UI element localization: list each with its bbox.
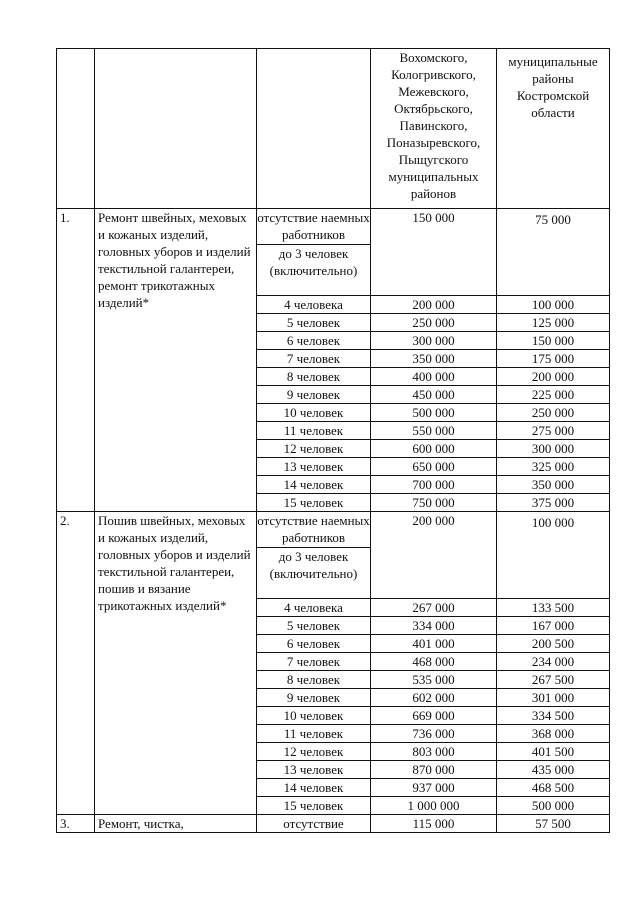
value-other-districts: 100 000 xyxy=(497,512,610,599)
tariff-table xyxy=(56,48,610,833)
value-districts-group: 300 000 xyxy=(371,332,497,350)
section-first-row xyxy=(57,512,610,599)
employees-count: 7 человек xyxy=(257,653,371,671)
employees-count: 8 человек xyxy=(257,368,371,386)
header-row xyxy=(57,49,610,209)
value-districts-group: 602 000 xyxy=(371,689,497,707)
value-districts-group: 350 000 xyxy=(371,350,497,368)
value-districts-group: 500 000 xyxy=(371,404,497,422)
employees-label xyxy=(257,209,371,296)
employees-count: 5 человек xyxy=(257,617,371,635)
value-other-districts: 250 000 xyxy=(497,404,610,422)
value-other-districts: 225 000 xyxy=(497,386,610,404)
header-districts-group: Вохомского, Кологривского, Межевского, Октябрьского, Павинского, Поназыревского, Пыщугского муниципальных районов xyxy=(371,49,497,209)
value-districts-group: 150 000 xyxy=(371,209,497,296)
employees-count: 6 человек xyxy=(257,332,371,350)
value-districts-group: 200 000 xyxy=(371,512,497,599)
value-other-districts: 75 000 xyxy=(497,209,610,296)
section-number: 2. xyxy=(57,512,95,815)
up-to-3-employees-label: до 3 человек (включительно) xyxy=(269,549,358,581)
header-empty-2 xyxy=(95,49,257,209)
value-other-districts: 301 000 xyxy=(497,689,610,707)
value-other-districts: 435 000 xyxy=(497,761,610,779)
value-other-districts: 500 000 xyxy=(497,797,610,815)
value-districts-group: 669 000 xyxy=(371,707,497,725)
section-name: Ремонт швейных, меховых и кожаных изделий, головных уборов и изделий текстильной галантереи, ремонт трикотажных изделий* xyxy=(95,209,257,512)
employees-count: 9 человек xyxy=(257,689,371,707)
employees-count: 7 человек xyxy=(257,350,371,368)
employees-count: 6 человек xyxy=(257,635,371,653)
value-districts-group: 600 000 xyxy=(371,440,497,458)
value-districts-group: 1 000 000 xyxy=(371,797,497,815)
value-districts-group: 401 000 xyxy=(371,635,497,653)
value-other-districts: 57 500 xyxy=(497,815,610,833)
value-districts-group: 450 000 xyxy=(371,386,497,404)
employees-count: 14 человек xyxy=(257,476,371,494)
employees-count: 4 человека xyxy=(257,599,371,617)
employees-count: 11 человек xyxy=(257,422,371,440)
employees-count: 15 человек xyxy=(257,494,371,512)
value-districts-group: 650 000 xyxy=(371,458,497,476)
value-other-districts: 175 000 xyxy=(497,350,610,368)
value-districts-group: 736 000 xyxy=(371,725,497,743)
value-other-districts: 133 500 xyxy=(497,599,610,617)
value-other-districts: 125 000 xyxy=(497,314,610,332)
employees-count: 14 человек xyxy=(257,779,371,797)
section-name: Пошив швейных, меховых и кожаных изделий, головных уборов и изделий текстильной галантереи, пошив и вязание трикотажных изделий* xyxy=(95,512,257,815)
value-other-districts: 468 500 xyxy=(497,779,610,797)
section-number: 1. xyxy=(57,209,95,512)
value-districts-group: 115 000 xyxy=(371,815,497,833)
header-empty-1 xyxy=(57,49,95,209)
value-districts-group: 535 000 xyxy=(371,671,497,689)
value-other-districts: 234 000 xyxy=(497,653,610,671)
employees-count: 13 человек xyxy=(257,458,371,476)
value-other-districts: 334 500 xyxy=(497,707,610,725)
section-name: Ремонт, чистка, xyxy=(95,815,257,833)
no-employees-label: отсутствие наемных работников xyxy=(257,209,370,245)
value-other-districts: 325 000 xyxy=(497,458,610,476)
employees-count: 12 человек xyxy=(257,743,371,761)
value-districts-group: 750 000 xyxy=(371,494,497,512)
value-districts-group: 267 000 xyxy=(371,599,497,617)
value-other-districts: 275 000 xyxy=(497,422,610,440)
header-empty-3 xyxy=(257,49,371,209)
employees-count: 11 человек xyxy=(257,725,371,743)
employees-count: 13 человек xyxy=(257,761,371,779)
value-other-districts: 167 000 xyxy=(497,617,610,635)
value-other-districts: 300 000 xyxy=(497,440,610,458)
employees-count: 12 человек xyxy=(257,440,371,458)
value-other-districts: 350 000 xyxy=(497,476,610,494)
section-first-row xyxy=(57,209,610,296)
value-other-districts: 200 000 xyxy=(497,368,610,386)
employees-count: 5 человек xyxy=(257,314,371,332)
value-districts-group: 870 000 xyxy=(371,761,497,779)
value-other-districts: 401 500 xyxy=(497,743,610,761)
value-districts-group: 937 000 xyxy=(371,779,497,797)
value-districts-group: 400 000 xyxy=(371,368,497,386)
value-other-districts: 200 500 xyxy=(497,635,610,653)
value-other-districts: 368 000 xyxy=(497,725,610,743)
employees-count: 10 человек xyxy=(257,707,371,725)
value-other-districts: 100 000 xyxy=(497,296,610,314)
value-districts-group: 334 000 xyxy=(371,617,497,635)
section-3-row xyxy=(57,815,610,833)
value-districts-group: 700 000 xyxy=(371,476,497,494)
value-other-districts: 375 000 xyxy=(497,494,610,512)
employees-label: отсутствие xyxy=(257,815,371,833)
header-other-districts: муниципальные районы Костромской области xyxy=(497,49,610,209)
value-other-districts: 267 500 xyxy=(497,671,610,689)
value-districts-group: 200 000 xyxy=(371,296,497,314)
employees-count: 10 человек xyxy=(257,404,371,422)
employees-count: 9 человек xyxy=(257,386,371,404)
employees-count: 4 человека xyxy=(257,296,371,314)
value-districts-group: 468 000 xyxy=(371,653,497,671)
employees-count: 15 человек xyxy=(257,797,371,815)
up-to-3-employees-label: до 3 человек (включительно) xyxy=(269,246,358,278)
value-other-districts: 150 000 xyxy=(497,332,610,350)
employees-label xyxy=(257,512,371,599)
no-employees-label: отсутствие наемных работников xyxy=(257,512,370,548)
section-number: 3. xyxy=(57,815,95,833)
value-districts-group: 250 000 xyxy=(371,314,497,332)
employees-count: 8 человек xyxy=(257,671,371,689)
value-districts-group: 550 000 xyxy=(371,422,497,440)
value-districts-group: 803 000 xyxy=(371,743,497,761)
